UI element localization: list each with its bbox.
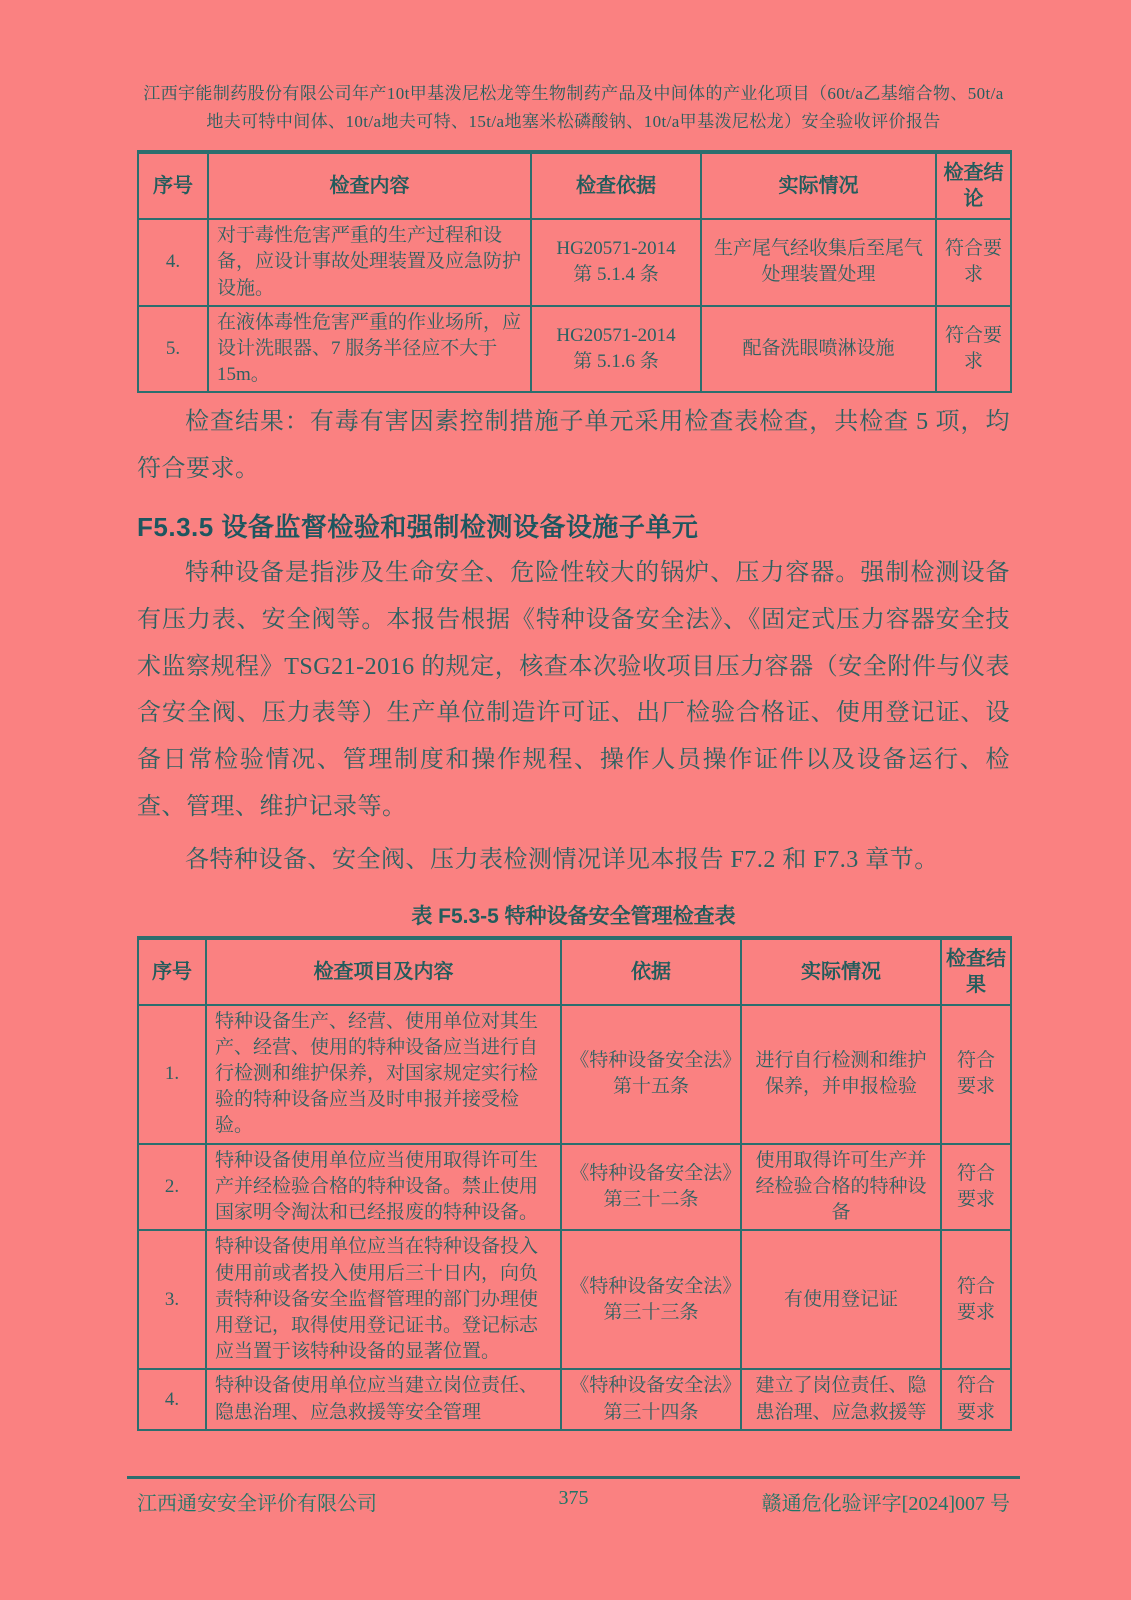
table-row xyxy=(138,1369,1011,1429)
table1-col-actual: 实际情况 xyxy=(701,152,936,219)
row-result: 符合要求 xyxy=(941,1144,1011,1231)
row-actual: 生产尾气经收集后至尾气处理装置处理 xyxy=(701,219,936,306)
footer-company: 江西通安安全评价有限公司 xyxy=(137,1493,377,1515)
table2-header-row xyxy=(138,938,1011,1005)
table-row xyxy=(138,306,1011,393)
table-row xyxy=(138,219,1011,306)
row-actual: 使用取得许可生产并经检验合格的特种设备 xyxy=(741,1144,941,1231)
row-basis: 《特种设备安全法》第三十四条 xyxy=(561,1369,741,1429)
row-no: 4. xyxy=(138,219,208,306)
body-paragraph-1: 特种设备是指涉及生命安全、危险性较大的锅炉、压力容器。强制检测设备有压力表、安全阀等。本报告根据《特种设备安全法》、《固定式压力容器安全技术监察规程》TSG21-2016 的规定，核查本次验收项目压力容器（安全附件与仪表含安全阀、压力表等）生产单位制造许可证、出厂检验合格证、使用登记证、设备日常检验情况、管理制度和操作规程、操作人员操作证件以及设备运行、检查、管理、维护记录等。 xyxy=(137,560,1010,820)
check-result-paragraph: 检查结果：有毒有害因素控制措施子单元采用检查表检查，共检查 5 项，均符合要求。 xyxy=(137,409,1010,483)
toxic-hazard-check-table xyxy=(137,150,1012,393)
row-result: 符合要求 xyxy=(941,1230,1011,1369)
page-footer xyxy=(127,1476,1020,1600)
row-content: 在液体毒性危害严重的作业场所，应设计洗眼器、7 服务半径应不大于 15m。 xyxy=(208,306,531,393)
row-result: 符合要求 xyxy=(941,1005,1011,1144)
row-result: 符合要求 xyxy=(941,1369,1011,1429)
row-actual: 有使用登记证 xyxy=(741,1230,941,1369)
row-basis: 《特种设备安全法》第十五条 xyxy=(561,1005,741,1144)
row-no: 1. xyxy=(138,1005,206,1144)
section-heading: F5.3.5 设备监督检验和强制检测设备设施子单元 xyxy=(137,512,699,542)
row-basis xyxy=(531,306,701,393)
table2-col-actual: 实际情况 xyxy=(741,938,941,1005)
table-row xyxy=(138,1005,1011,1144)
table1-header-row xyxy=(138,152,1011,219)
row-content: 特种设备使用单位应当使用取得许可生产并经检验合格的特种设备。禁止使用国家明令淘汰和已经报废的特种设备。 xyxy=(206,1144,561,1231)
row-no: 2. xyxy=(138,1144,206,1231)
footer-doc-number: 赣通危化验评字[2024]007 号 xyxy=(761,1493,1010,1515)
table2-col-content: 检查项目及内容 xyxy=(206,938,561,1005)
table1-col-no: 序号 xyxy=(138,152,208,219)
basis-line2: 第 5.1.4 条 xyxy=(573,264,659,286)
row-basis: 《特种设备安全法》第三十二条 xyxy=(561,1144,741,1231)
document-title-header: 江西宇能制药股份有限公司年产10t甲基泼尼松龙等生物制药产品及中间体的产业化项目（60t/a乙基缩合物、50t/a地夫可特中间体、10t/a地夫可特、15t/a地塞米松磷酸钠、10t/a甲基泼尼松龙）安全验收评价报告 xyxy=(143,84,1004,132)
row-result: 符合要求 xyxy=(936,306,1011,393)
row-actual: 建立了岗位责任、隐患治理、应急救援等 xyxy=(741,1369,941,1429)
page-number: 375 xyxy=(558,1487,589,1509)
table2-col-no: 序号 xyxy=(138,938,206,1005)
special-equipment-check-table xyxy=(137,936,1012,1431)
row-content: 特种设备使用单位应当在特种设备投入使用前或者投入使用后三十日内，向负责特种设备安全监督管理的部门办理使用登记，取得使用登记证书。登记标志应当置于该特种设备的显著位置。 xyxy=(206,1230,561,1369)
row-content: 特种设备生产、经营、使用单位对其生产、经营、使用的特种设备应当进行自行检测和维护保养，对国家规定实行检验的特种设备应当及时申报并接受检验。 xyxy=(206,1005,561,1144)
table2-col-result: 检查结果 xyxy=(941,938,1011,1005)
basis-line1: HG20571-2014 xyxy=(556,238,676,260)
row-actual: 进行自行检测和维护保养，并申报检验 xyxy=(741,1005,941,1144)
row-basis xyxy=(531,219,701,306)
table1-col-content: 检查内容 xyxy=(208,152,531,219)
row-no: 4. xyxy=(138,1369,206,1429)
basis-line1: HG20571-2014 xyxy=(556,324,676,346)
table-caption: 表 F5.3-5 特种设备安全管理检查表 xyxy=(411,904,736,928)
row-result: 符合要求 xyxy=(936,219,1011,306)
table1-col-result: 检查结论 xyxy=(936,152,1011,219)
row-no: 5. xyxy=(138,306,208,393)
row-basis: 《特种设备安全法》第三十三条 xyxy=(561,1230,741,1369)
body-paragraph-2: 各特种设备、安全阀、压力表检测情况详见本报告 F7.2 和 F7.3 章节。 xyxy=(185,846,939,873)
row-no: 3. xyxy=(138,1230,206,1369)
row-content: 对于毒性危害严重的生产过程和设备，应设计事故处理装置及应急防护设施。 xyxy=(208,219,531,306)
row-actual: 配备洗眼喷淋设施 xyxy=(701,306,936,393)
table-row xyxy=(138,1144,1011,1231)
row-content: 特种设备使用单位应当建立岗位责任、隐患治理、应急救援等安全管理 xyxy=(206,1369,561,1429)
table-row xyxy=(138,1230,1011,1369)
table2-col-basis: 依据 xyxy=(561,938,741,1005)
basis-line2: 第 5.1.6 条 xyxy=(573,351,659,373)
table1-col-basis: 检查依据 xyxy=(531,152,701,219)
